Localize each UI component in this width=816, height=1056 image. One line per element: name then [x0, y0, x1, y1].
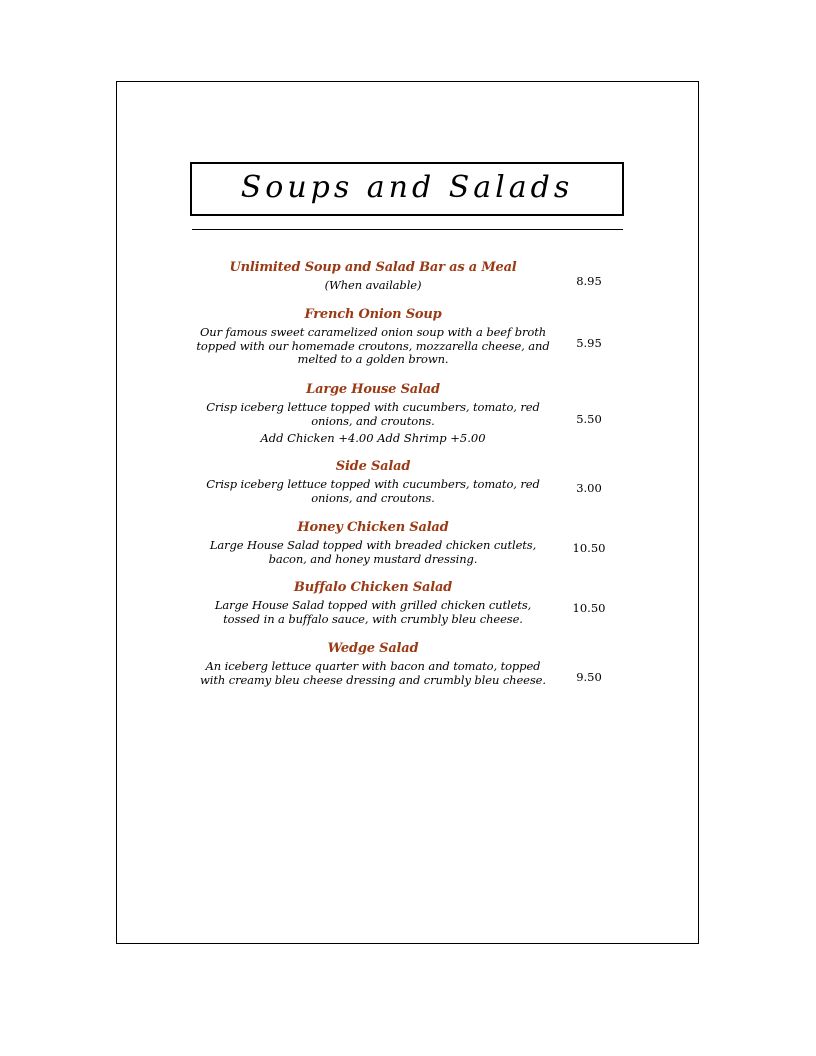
item-description: Our famous sweet caramelized onion soup with a beef broth topped with our homemade croutons, mozzarella cheese, and melted to a golden brown. [196, 325, 550, 366]
item-name: Honey Chicken Salad [297, 520, 449, 535]
menu-item-side-salad [196, 459, 550, 505]
item-description: Large House Salad topped with breaded chicken cutlets, bacon, and honey mustard dressing. [209, 538, 537, 566]
item-price: 9.50 [576, 670, 602, 684]
item-description: Crisp iceberg lettuce topped with cucumbers, tomato, red onions, and croutons. [206, 477, 540, 505]
menu-item-large-house-salad [196, 382, 550, 446]
item-price: 10.50 [572, 541, 606, 555]
item-name: French Onion Soup [304, 307, 442, 322]
item-price: 5.95 [576, 336, 602, 350]
item-name: Unlimited Soup and Salad Bar as a Meal [229, 260, 517, 275]
item-name: Wedge Salad [327, 641, 419, 656]
item-description: (When available) [324, 278, 422, 292]
item-name: Large House Salad [306, 382, 440, 397]
item-description: An iceberg lettuce quarter with bacon and tomato, topped with creamy bleu cheese dressing and crumbly bleu cheese. [200, 659, 546, 687]
item-name: Side Salad [335, 459, 411, 474]
item-description: Crisp iceberg lettuce topped with cucumbers, tomato, red onions, and croutons. [206, 400, 540, 428]
item-description: Large House Salad topped with grilled chicken cutlets, tossed in a buffalo sauce, with crumbly bleu cheese. [214, 598, 532, 626]
item-add-ons: Add Chicken +4.00 Add Shrimp +5.00 [260, 431, 486, 445]
page-title: Soups and Salads [240, 170, 574, 205]
menu-title-box [190, 162, 624, 216]
item-price: 5.50 [576, 412, 602, 426]
item-name: Buffalo Chicken Salad [293, 580, 453, 595]
menu-item-unlimited-soup-salad-bar [196, 260, 550, 293]
menu-item-french-onion-soup [196, 307, 550, 367]
menu-item-honey-chicken-salad [196, 520, 550, 566]
menu-item-wedge-salad [196, 641, 550, 687]
item-price: 10.50 [572, 601, 606, 615]
title-divider [192, 229, 623, 230]
menu-item-buffalo-chicken-salad [196, 580, 550, 626]
item-price: 8.95 [576, 274, 602, 288]
item-price: 3.00 [576, 481, 602, 495]
